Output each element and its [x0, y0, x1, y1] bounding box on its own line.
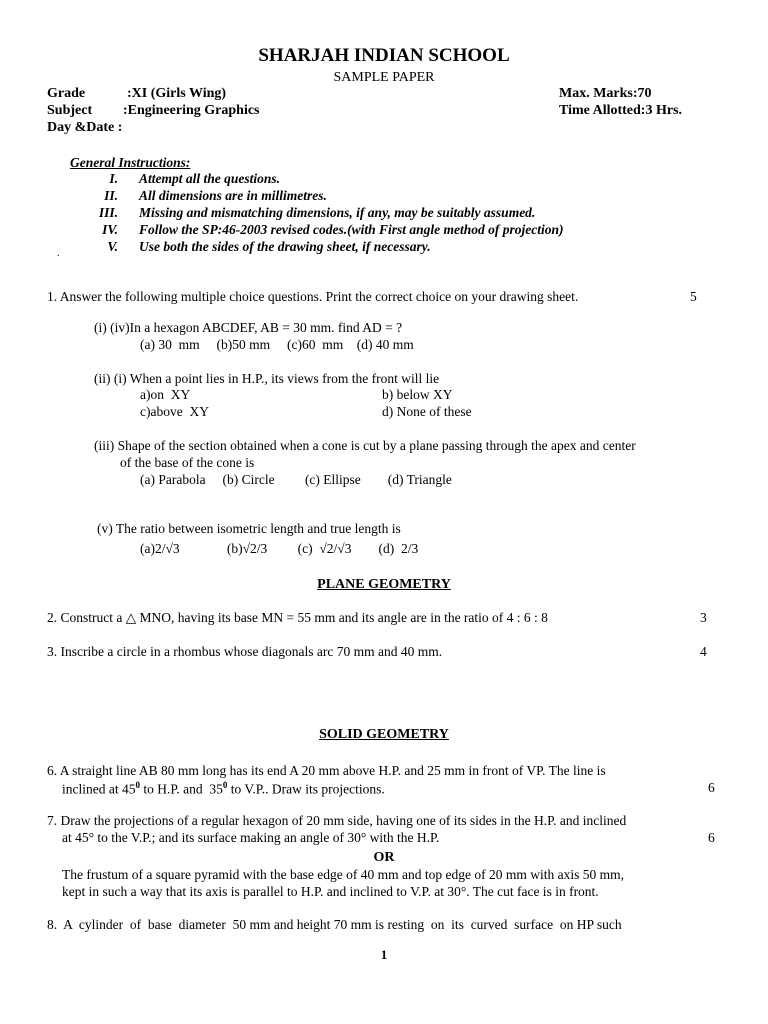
solid-geometry-heading: SOLID GEOMETRY	[319, 727, 449, 742]
question-1c-stem-line1: (iii) Shape of the section obtained when a cone is cut by a plane passing through the apex and center	[94, 438, 636, 453]
question-1a-stem: (i) (iv)In a hexagon ABCDEF, AB = 30 mm. find AD = ?	[94, 320, 403, 335]
instruction-text: All dimensions are in millimetres.	[139, 188, 327, 203]
question-3: 3. Inscribe a circle in a rhombus whose diagonals arc 70 mm and 40 mm.	[47, 644, 443, 659]
subject-value: :Engineering Graphics	[123, 103, 260, 118]
or-separator: OR	[373, 850, 395, 865]
question-8-line1: 8. A cylinder of base diameter 50 mm and height 70 mm is resting on its curved surface on HP such	[47, 917, 622, 932]
question-1-marks: 5	[690, 289, 697, 304]
instruction-num: III.	[98, 205, 118, 220]
question-7-marks: 6	[708, 830, 715, 845]
question-1: 1. Answer the following multiple choice questions. Print the correct choice on your drawing sheet.	[47, 289, 579, 304]
time-allotted: Time Allotted:3 Hrs.	[559, 103, 683, 118]
question-1b-option-b: b) below XY	[382, 387, 453, 402]
instruction-text: Follow the SP:46-2003 revised codes.(with First angle method of projection)	[139, 222, 564, 237]
question-1d-stem: (v) The ratio between isometric length and true length is	[97, 521, 401, 536]
question-1d-options: (a)2/√3 (b)√2/3 (c) √2/√3 (d) 2/3	[140, 541, 419, 556]
day-date: Day &Date :	[47, 120, 123, 135]
degree-superscript: 0	[135, 780, 140, 790]
plane-geometry-heading: PLANE GEOMETRY	[317, 577, 451, 592]
school-name: SHARJAH INDIAN SCHOOL	[258, 45, 510, 66]
instructions-heading: General Instructions:	[70, 155, 191, 170]
question-1b-option-c: c)above XY	[140, 404, 209, 419]
question-2-marks: 3	[700, 610, 707, 625]
question-7-alt-line1: The frustum of a square pyramid with the base edge of 40 mm and top edge of 20 mm with axis 50 mm,	[62, 867, 625, 882]
instruction-text: Attempt all the questions.	[139, 171, 281, 186]
degree-superscript: 0	[222, 780, 228, 790]
question-6-marks: 6	[708, 780, 715, 795]
question-6-text-b: to H.P. and 35	[139, 781, 223, 797]
instruction-num: II.	[104, 188, 118, 203]
question-6-text-a: inclined at 45	[62, 781, 136, 797]
question-1b-option-d: d) None of these	[382, 404, 472, 419]
grade-value: :XI (Girls Wing)	[127, 86, 227, 101]
instruction-num: IV.	[102, 222, 118, 237]
stray-dot: .	[57, 248, 60, 259]
question-1c-options: (a) Parabola (b) Circle (c) Ellipse (d) Triangle	[140, 472, 452, 487]
question-7-alt-line2: kept in such a way that its axis is parallel to H.P. and inclined to V.P. at 30°. The cut face is in front.	[62, 884, 599, 899]
question-1b-stem: (ii) (i) When a point lies in H.P., its views from the front will lie	[94, 371, 440, 386]
instruction-text: Use both the sides of the drawing sheet, if necessary.	[139, 239, 431, 254]
grade-label: Grade	[47, 86, 86, 101]
question-6-line2	[62, 780, 385, 798]
instruction-num: V.	[107, 239, 118, 254]
question-3-marks: 4	[700, 644, 707, 659]
question-7-line1: 7. Draw the projections of a regular hexagon of 20 mm side, having one of its sides in the H.P. and inclined	[47, 813, 627, 828]
question-1c-stem-line2: of the base of the cone is	[120, 455, 255, 470]
subject-label: Subject	[47, 103, 93, 118]
instruction-text: Missing and mismatching dimensions, if any, may be suitably assumed.	[139, 205, 536, 220]
question-6-line1: 6. A straight line AB 80 mm long has its end A 20 mm above H.P. and 25 mm in front of VP. The line is	[47, 763, 606, 778]
question-7-line2: at 45° to the V.P.; and its surface making an angle of 30° with the H.P.	[62, 830, 440, 845]
question-1a-options: (a) 30 mm (b)50 mm (c)60 mm (d) 40 mm	[140, 337, 414, 352]
max-marks: Max. Marks:70	[559, 86, 652, 101]
page-number: 1	[380, 947, 388, 962]
question-1b-option-a: a)on XY	[140, 387, 191, 402]
paper-type: SAMPLE PAPER	[333, 70, 435, 85]
question-2: 2. Construct a △ MNO, having its base MN = 55 mm and its angle are in the ratio of 4 : 6 : 8	[47, 610, 548, 625]
instruction-num: I.	[109, 171, 118, 186]
question-6-text-c: to V.P.. Draw its projections.	[227, 781, 385, 797]
